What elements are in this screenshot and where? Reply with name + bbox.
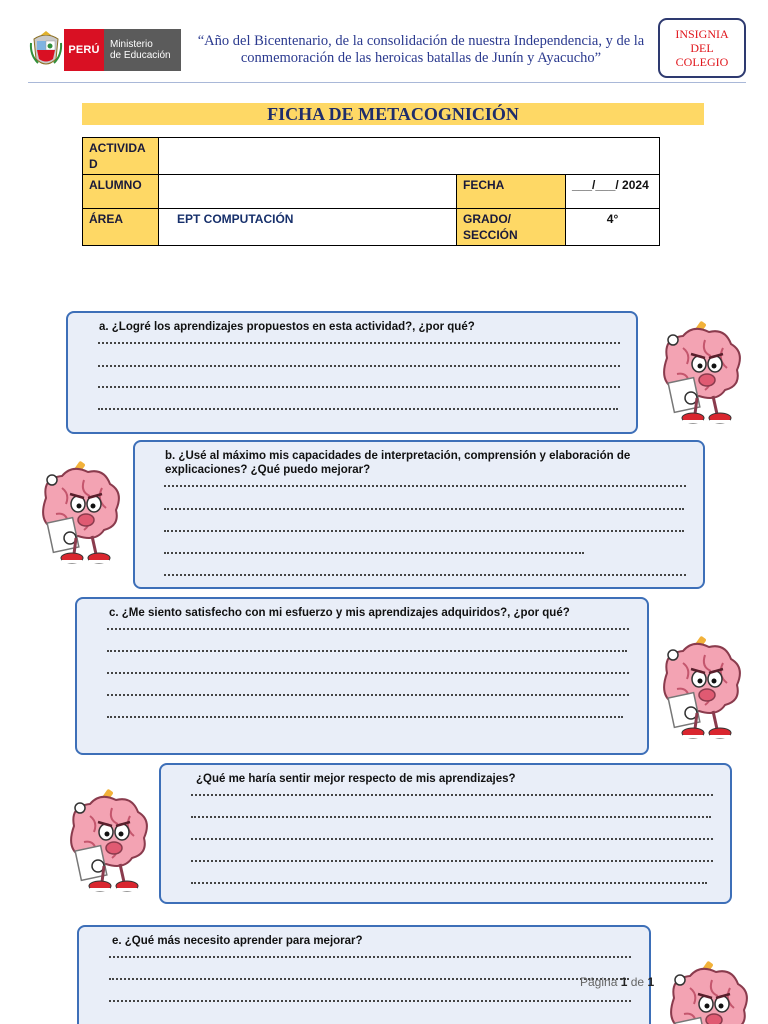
fecha-field[interactable]: ___/___/ 2024 — [566, 175, 660, 209]
school-insignia-box — [658, 18, 746, 78]
fecha-label: FECHA — [457, 175, 566, 209]
answer-line[interactable] — [191, 860, 713, 862]
insignia-line-2: DEL — [690, 41, 714, 55]
alumno-field[interactable] — [159, 175, 457, 209]
ministry-logo — [28, 29, 181, 71]
student-info-table — [82, 137, 660, 246]
brain-mascot-icon — [60, 786, 152, 898]
answer-line[interactable] — [98, 408, 618, 410]
answer-line[interactable] — [164, 485, 686, 487]
answer-line[interactable] — [191, 794, 713, 796]
answer-line[interactable] — [164, 530, 684, 532]
insignia-line-1: INSIGNIA — [675, 27, 729, 41]
question-box-a — [66, 311, 638, 434]
actividad-label: ACTIVIDA D — [83, 138, 159, 175]
alumno-label: ALUMNO — [83, 175, 159, 209]
peru-coat-of-arms-icon — [28, 29, 64, 71]
answer-line[interactable] — [107, 628, 629, 630]
page-number — [580, 975, 654, 989]
answer-line[interactable] — [109, 956, 631, 958]
header-divider — [28, 82, 746, 83]
answer-line[interactable] — [107, 716, 623, 718]
question-a-text: a. ¿Logré los aprendizajes propuestos en esta actividad?, ¿por qué? — [99, 321, 475, 333]
question-box-c — [75, 597, 649, 755]
answer-line[interactable] — [107, 650, 627, 652]
ministry-line-2: de Educación — [110, 50, 171, 61]
brain-mascot-icon — [660, 958, 752, 1024]
brain-mascot-icon — [32, 458, 124, 570]
page-title: FICHA DE METACOGNICIÓN — [82, 103, 704, 125]
answer-line[interactable] — [191, 816, 711, 818]
table-row-alumno — [83, 175, 660, 209]
question-box-d — [159, 763, 732, 904]
answer-line[interactable] — [107, 694, 629, 696]
question-box-b — [133, 440, 705, 589]
table-row-actividad — [83, 138, 660, 175]
answer-line[interactable] — [164, 552, 584, 554]
page-total: 1 — [647, 975, 655, 989]
area-label: ÁREA — [83, 209, 159, 246]
answer-line[interactable] — [109, 1000, 631, 1002]
table-row-area — [83, 209, 660, 246]
ministry-name — [104, 29, 181, 71]
year-motto: “Año del Bicentenario, de la consolidación de nuestra Independencia, y de la conmemoración de las heroicas batallas de Junín y Ayacucho” — [197, 33, 645, 66]
peru-label: PERÚ — [64, 29, 104, 71]
answer-line[interactable] — [109, 978, 629, 980]
page-word: Página — [580, 975, 618, 989]
question-b-text: b. ¿Usé al máximo mis capacidades de interpretación, comprensión y elaboración de explicaciones? ¿Qué puedo mejorar? — [165, 450, 631, 476]
answer-line[interactable] — [164, 508, 684, 510]
of-word: de — [630, 975, 645, 989]
question-e-text: e. ¿Qué más necesito aprender para mejorar? — [112, 935, 363, 947]
question-c-text: c. ¿Me siento satisfecho con mi esfuerzo y mis aprendizajes adquiridos?, ¿por qué? — [109, 607, 570, 619]
grado-value: 4° — [566, 209, 660, 246]
grado-label: GRADO/ SECCIÓN — [457, 209, 566, 246]
actividad-field[interactable] — [159, 138, 660, 175]
answer-line[interactable] — [98, 342, 620, 344]
ministry-line-1: Ministerio — [110, 39, 153, 50]
question-d-text: ¿Qué me haría sentir mejor respecto de mis aprendizajes? — [196, 773, 516, 785]
area-value: EPT COMPUTACIÓN — [159, 209, 457, 246]
answer-line[interactable] — [164, 574, 686, 576]
insignia-line-3: COLEGIO — [675, 55, 729, 69]
answer-line[interactable] — [191, 882, 707, 884]
page-current: 1 — [620, 975, 628, 989]
brain-mascot-icon — [653, 633, 745, 745]
question-box-e — [77, 925, 651, 1024]
answer-line[interactable] — [107, 672, 629, 674]
answer-line[interactable] — [98, 365, 620, 367]
answer-line[interactable] — [191, 838, 713, 840]
brain-mascot-icon — [653, 318, 745, 430]
answer-line[interactable] — [98, 386, 620, 388]
